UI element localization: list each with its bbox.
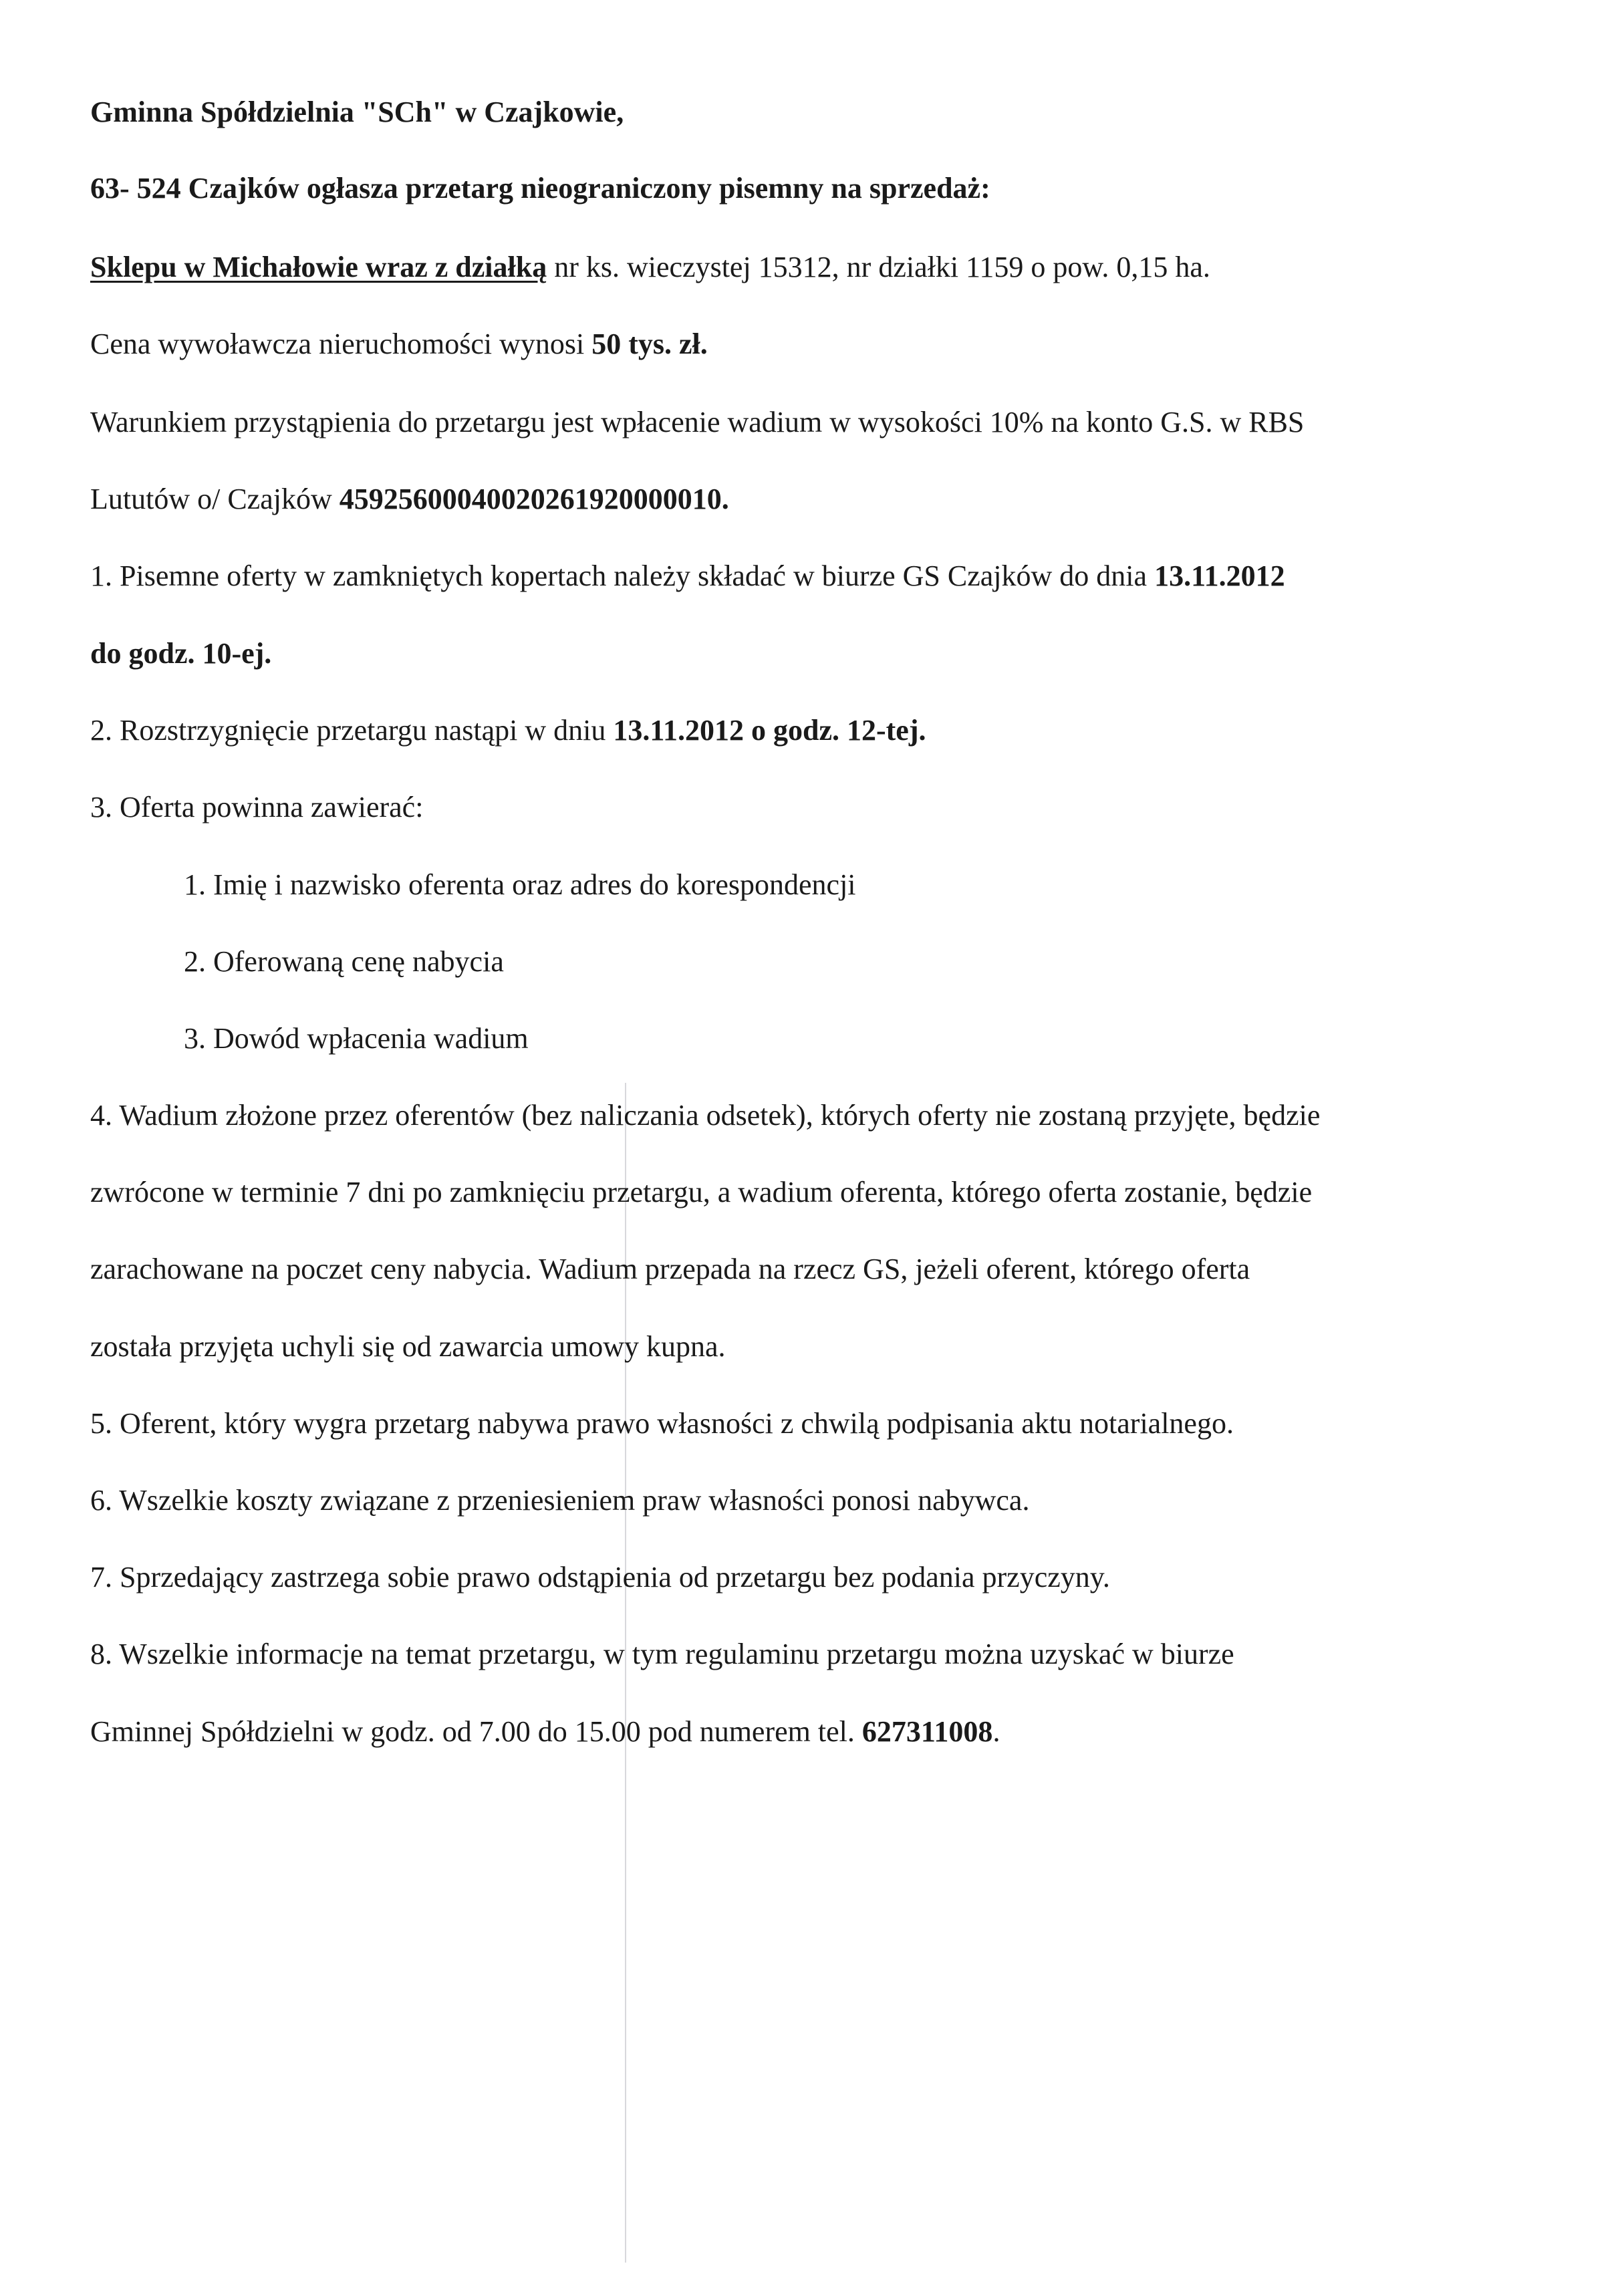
item-4-line-2: zwrócone w terminie 7 dni po zamknięciu przetargu, a wadium oferenta, którego oferta zostanie, będzie (90, 1176, 1313, 1208)
sub-item-3: 3. Dowód wpłacenia wadium (184, 1022, 529, 1055)
item-2-line (90, 711, 926, 751)
item-2-date: 13.11.2012 o godz. 12-tej. (613, 714, 926, 747)
deposit-line-2 (90, 479, 729, 519)
item-8-text: Gminnej Spółdzielni w godz. od 7.00 do 15.00 pod numerem tel. (90, 1715, 862, 1748)
bank-account-number: 45925600040020261920000010. (339, 483, 729, 515)
deposit-text: Warunkiem przystąpienia do przetargu jest wpłacenie wadium w wysokości 10% na konto G.S. w RBS (90, 406, 1305, 438)
subject-title: Sklepu w Michałowie wraz z działką (90, 251, 547, 283)
header-line-1 (90, 92, 624, 132)
item-6-line: 6. Wszelkie koszty związane z przeniesieniem praw własności ponosi nabywca. (90, 1484, 1030, 1517)
item-1-line-2 (90, 634, 271, 674)
item-3-text: 3. Oferta powinna zawierać: (90, 791, 424, 823)
announcement-heading: 63- 524 Czajków ogłasza przetarg nieograniczony pisemny na sprzedaż: (90, 172, 990, 205)
item-8-line-2: Gminnej Spółdzielni w godz. od 7.00 do 15.00 pod numerem tel. 627311008. (90, 1715, 1000, 1748)
subject-line (90, 247, 1210, 287)
item-2-text: 2. Rozstrzygnięcie przetargu nastąpi w dniu (90, 714, 614, 747)
item-4-line-1: 4. Wadium złożone przez oferentów (bez naliczania odsetek), których oferty nie zostaną przyjęte, będzie (90, 1099, 1321, 1132)
price-prefix: Cena wywoławcza nieruchomości wynosi (90, 328, 592, 360)
sub-item-1: 1. Imię i nazwisko oferenta oraz adres do korespondencji (184, 868, 856, 901)
price-line (90, 324, 708, 364)
sub-item-2: 2. Oferowaną cenę nabycia (184, 945, 504, 978)
subject-details: nr ks. wieczystej 15312, nr działki 1159 o pow. 0,15 ha. (547, 251, 1210, 283)
deposit-bank: Lututów o/ Czajków (90, 483, 340, 515)
item-7-line: 7. Sprzedający zastrzega sobie prawo odstąpienia od przetargu bez podania przyczyny. (90, 1561, 1110, 1593)
item-5-line: 5. Oferent, który wygra przetarg nabywa prawo własności z chwilą podpisania aktu notarialnego. (90, 1407, 1234, 1440)
price-amount: 50 tys. zł. (591, 328, 708, 360)
item-4-line-3: zarachowane na poczet ceny nabycia. Wadium przepada na rzecz GS, jeżeli oferent, którego oferta (90, 1253, 1250, 1285)
header-line-2 (90, 168, 990, 209)
deposit-line-1 (90, 402, 1304, 442)
item-1-line-1 (90, 556, 1285, 596)
item-1-text: 1. Pisemne oferty w zamkniętych kopertach należy składać w biurze GS Czajków do dnia (90, 559, 1155, 592)
item-8-line-1: 8. Wszelkie informacje na temat przetargu, w tym regulaminu przetargu można uzyskać w biurze (90, 1638, 1234, 1670)
organization-name: Gminna Spółdzielnia "SCh" w Czajkowie, (90, 96, 624, 128)
item-3-line (90, 787, 423, 827)
item-1-date: 13.11.2012 (1154, 559, 1285, 592)
item-4-line-4: została przyjęta uchyli się od zawarcia umowy kupna. (90, 1330, 726, 1363)
phone-number: 627311008 (861, 1715, 993, 1748)
item-1-time: do godz. 10-ej. (90, 637, 272, 670)
